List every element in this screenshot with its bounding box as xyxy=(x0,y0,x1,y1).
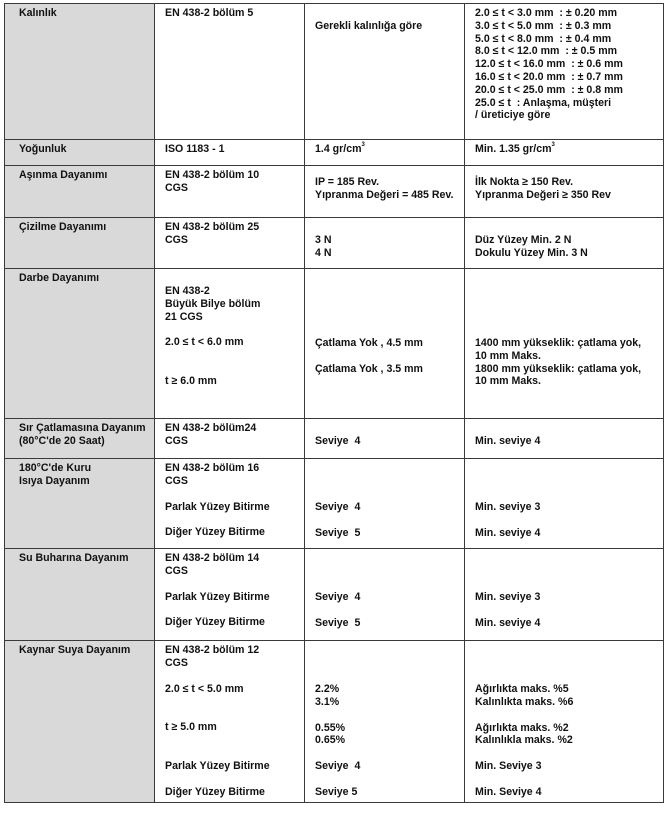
standard-text: CGS xyxy=(165,474,188,487)
spacer xyxy=(315,773,456,786)
value-text: 4 N xyxy=(315,246,332,259)
value-cell xyxy=(305,549,465,641)
requirement-cell xyxy=(465,269,664,419)
value-text: 2.2% xyxy=(315,683,340,695)
requirement-text: Min. seviye 4 xyxy=(475,526,541,539)
standard-cell xyxy=(155,549,305,641)
surface-type: Diğer Yüzey Bitirme xyxy=(165,526,265,539)
value-text: 0.55% xyxy=(315,721,346,734)
property-cell xyxy=(5,641,155,803)
value-text: Seviye 5 xyxy=(315,616,361,629)
surface-type: Parlak Yüzey Bitirme xyxy=(165,590,270,603)
value-text: 3.1% xyxy=(315,695,340,708)
value-text: 0.65% xyxy=(315,734,346,747)
table-row xyxy=(5,641,664,803)
surface-type: Parlak Yüzey Bitirme xyxy=(165,760,270,773)
value-cell xyxy=(305,140,465,166)
table-row xyxy=(5,4,664,140)
standard-text: CGS xyxy=(165,233,188,246)
spacer xyxy=(165,773,296,786)
standard-text: EN 438-2 bölüm 16 xyxy=(165,462,260,474)
value-text: Seviye 5 xyxy=(315,526,361,539)
value-text: Çatlama Yok , 3.5 mm xyxy=(315,362,423,375)
requirement-text: Min. seviye 3 xyxy=(475,501,541,513)
value-text: Gerekli kalınlığa göre xyxy=(315,20,423,32)
spacer xyxy=(315,514,456,527)
standard-cell xyxy=(155,4,305,140)
requirement-text: Min. Seviye 3 xyxy=(475,760,542,773)
requirement-line: 20.0 ≤ t < 25.0 mm : ± 0.8 mm xyxy=(475,83,623,96)
spacer xyxy=(475,773,655,786)
requirement-line: 1800 mm yükseklik: çatlama yok, xyxy=(475,362,642,375)
spacer xyxy=(315,709,456,722)
requirement-line: Dokulu Yüzey Min. 3 N xyxy=(475,246,588,259)
standard-text: EN 438-2 bölüm 10 xyxy=(165,169,260,181)
standard-cell xyxy=(155,166,305,218)
property-cell xyxy=(5,459,155,549)
spacer xyxy=(475,272,655,298)
requirement-cell xyxy=(465,549,664,641)
spacer xyxy=(165,323,296,336)
table-row xyxy=(5,269,664,419)
spacer xyxy=(475,488,655,501)
spacer xyxy=(475,462,655,488)
spacer xyxy=(475,552,655,578)
value-cell xyxy=(305,419,465,459)
spacer xyxy=(315,644,456,670)
property-label: Isıya Dayanım xyxy=(19,474,90,487)
requirement-text: Min. Seviye 4 xyxy=(475,785,542,798)
value-text: Yıpranma Değeri = 485 Rev. xyxy=(315,188,454,201)
table-row xyxy=(5,419,664,459)
value-text: Seviye 5 xyxy=(315,785,358,798)
requirement-line: 12.0 ≤ t < 16.0 mm : ± 0.6 mm xyxy=(475,58,623,71)
thickness-range: 2.0 ≤ t < 6.0 mm xyxy=(165,336,244,349)
property-label: (80°C'de 20 Saat) xyxy=(19,434,105,447)
value-text: Seviye 4 xyxy=(315,760,361,773)
spacer xyxy=(315,350,456,363)
property-label: Darbe Dayanımı xyxy=(19,272,100,284)
standard-text: CGS xyxy=(165,564,188,577)
spacer xyxy=(165,670,296,683)
property-label: Sır Çatlamasına Dayanım xyxy=(19,422,146,434)
requirement-line: 2.0 ≤ t < 3.0 mm : ± 0.20 mm xyxy=(475,7,618,19)
standard-text: CGS xyxy=(165,181,188,194)
spacer xyxy=(165,349,296,375)
standard-text: EN 438-2 bölüm 12 xyxy=(165,644,260,656)
standard-text: 21 CGS xyxy=(165,310,203,323)
standard-text: EN 438-2 bölüm 14 xyxy=(165,552,260,564)
value-text: 1.4 gr/cm xyxy=(315,143,362,155)
requirement-line: Kalınlıkta maks. %6 xyxy=(475,695,574,708)
standard-text: EN 438-2 bölüm24 xyxy=(165,422,257,434)
requirement-line: Kalınlıkla maks. %2 xyxy=(475,734,573,747)
standard-cell xyxy=(155,459,305,549)
value-cell xyxy=(305,218,465,269)
superscript: 3 xyxy=(361,142,365,149)
requirement-line: İlk Nokta ≥ 150 Rev. xyxy=(475,176,574,188)
requirement-cell xyxy=(465,419,664,459)
requirement-text: Min. 1.35 gr/cm xyxy=(475,143,552,155)
spacer xyxy=(315,670,456,683)
spacer xyxy=(315,324,456,337)
spacer xyxy=(315,604,456,617)
spacer xyxy=(315,488,456,501)
value-text: Seviye 4 xyxy=(315,435,361,447)
spacer xyxy=(165,272,296,285)
requirement-line: 1400 mm yükseklik: çatlama yok, xyxy=(475,337,642,349)
requirement-line: 8.0 ≤ t < 12.0 mm : ± 0.5 mm xyxy=(475,45,618,58)
standard-text: CGS xyxy=(165,434,188,447)
requirement-line: 5.0 ≤ t < 8.0 mm : ± 0.4 mm xyxy=(475,32,612,45)
table-row xyxy=(5,140,664,166)
requirement-text: Min. seviye 3 xyxy=(475,591,541,603)
value-text: IP = 185 Rev. xyxy=(315,176,380,188)
property-cell xyxy=(5,549,155,641)
spacer xyxy=(315,462,456,488)
value-text: Seviye 4 xyxy=(315,501,361,513)
standard-cell xyxy=(155,419,305,459)
standard-cell xyxy=(155,218,305,269)
spacer xyxy=(475,514,655,527)
properties-table xyxy=(4,3,664,803)
property-label: 180°C'de Kuru xyxy=(19,462,92,474)
spacer xyxy=(475,298,655,324)
property-label: Yoğunluk xyxy=(19,143,67,155)
requirement-line: / üreticiye göre xyxy=(475,109,551,122)
spacer xyxy=(165,734,296,760)
surface-type: Diğer Yüzey Bitirme xyxy=(165,785,265,798)
value-cell xyxy=(305,641,465,803)
requirement-cell xyxy=(465,459,664,549)
thickness-range: t ≥ 6.0 mm xyxy=(165,375,217,388)
requirement-line: Yıpranma Değeri ≥ 350 Rev xyxy=(475,188,611,201)
table-row xyxy=(5,549,664,641)
requirement-cell xyxy=(465,4,664,140)
table-row xyxy=(5,166,664,218)
spacer xyxy=(315,578,456,591)
standard-cell xyxy=(155,641,305,803)
standard-text: CGS xyxy=(165,656,188,669)
spacer xyxy=(315,298,456,324)
surface-type: Diğer Yüzey Bitirme xyxy=(165,616,265,629)
requirement-line: 16.0 ≤ t < 20.0 mm : ± 0.7 mm xyxy=(475,70,623,83)
value-text: 3 N xyxy=(315,234,332,246)
spacer xyxy=(165,513,296,526)
requirement-text: Min. seviye 4 xyxy=(475,616,541,629)
property-label: Çizilme Dayanımı xyxy=(19,221,107,233)
requirement-line: Ağırlıkta maks. %5 xyxy=(475,683,569,695)
property-label: Kalınlık xyxy=(19,7,57,19)
value-text: Seviye 4 xyxy=(315,591,361,603)
value-cell xyxy=(305,4,465,140)
value-cell xyxy=(305,459,465,549)
property-cell xyxy=(5,419,155,459)
spacer xyxy=(475,644,655,670)
property-label: Su Buharına Dayanım xyxy=(19,552,129,564)
spacer xyxy=(165,488,296,501)
requirement-line: Ağırlıkta maks. %2 xyxy=(475,721,569,734)
property-cell xyxy=(5,140,155,166)
spacer xyxy=(475,324,655,337)
value-text: Çatlama Yok , 4.5 mm xyxy=(315,337,423,349)
property-label: Kaynar Suya Dayanım xyxy=(19,644,131,656)
standard-text: EN 438-2 bölüm 5 xyxy=(165,7,254,19)
thickness-range: 2.0 ≤ t < 5.0 mm xyxy=(165,682,244,695)
requirement-cell xyxy=(465,218,664,269)
requirement-line: Düz Yüzey Min. 2 N xyxy=(475,234,572,246)
spacer xyxy=(475,604,655,617)
spacer xyxy=(475,709,655,722)
standard-text: EN 438-2 bölüm 25 xyxy=(165,221,260,233)
requirement-line: 10 mm Maks. xyxy=(475,349,541,362)
requirement-text: Min. seviye 4 xyxy=(475,435,541,447)
thickness-range: t ≥ 5.0 mm xyxy=(165,721,217,734)
table-row xyxy=(5,459,664,549)
property-cell xyxy=(5,166,155,218)
standard-text: EN 438-2 xyxy=(165,285,210,297)
value-cell xyxy=(305,269,465,419)
requirement-line: 3.0 ≤ t < 5.0 mm : ± 0.3 mm xyxy=(475,19,612,32)
value-cell xyxy=(305,166,465,218)
property-label: Aşınma Dayanımı xyxy=(19,169,108,181)
requirement-cell xyxy=(465,641,664,803)
requirement-line: 10 mm Maks. xyxy=(475,375,541,388)
spacer xyxy=(475,747,655,760)
property-cell xyxy=(5,4,155,140)
standard-cell xyxy=(155,140,305,166)
requirement-cell xyxy=(465,140,664,166)
spacer xyxy=(315,747,456,760)
table-row xyxy=(5,218,664,269)
spacer xyxy=(165,578,296,591)
surface-type: Parlak Yüzey Bitirme xyxy=(165,500,270,513)
standard-text: ISO 1183 - 1 xyxy=(165,143,225,155)
requirement-cell xyxy=(465,166,664,218)
requirement-line: 25.0 ≤ t : Anlaşma, müşteri xyxy=(475,96,612,109)
spacer xyxy=(315,272,456,298)
property-cell xyxy=(5,218,155,269)
standard-cell xyxy=(155,269,305,419)
spacer xyxy=(475,578,655,591)
spacer xyxy=(165,603,296,616)
superscript: 3 xyxy=(551,142,555,149)
spacer xyxy=(475,670,655,683)
spacer xyxy=(165,695,296,721)
property-cell xyxy=(5,269,155,419)
spacer xyxy=(315,552,456,578)
standard-text: Büyük Bilye bölüm xyxy=(165,297,261,310)
